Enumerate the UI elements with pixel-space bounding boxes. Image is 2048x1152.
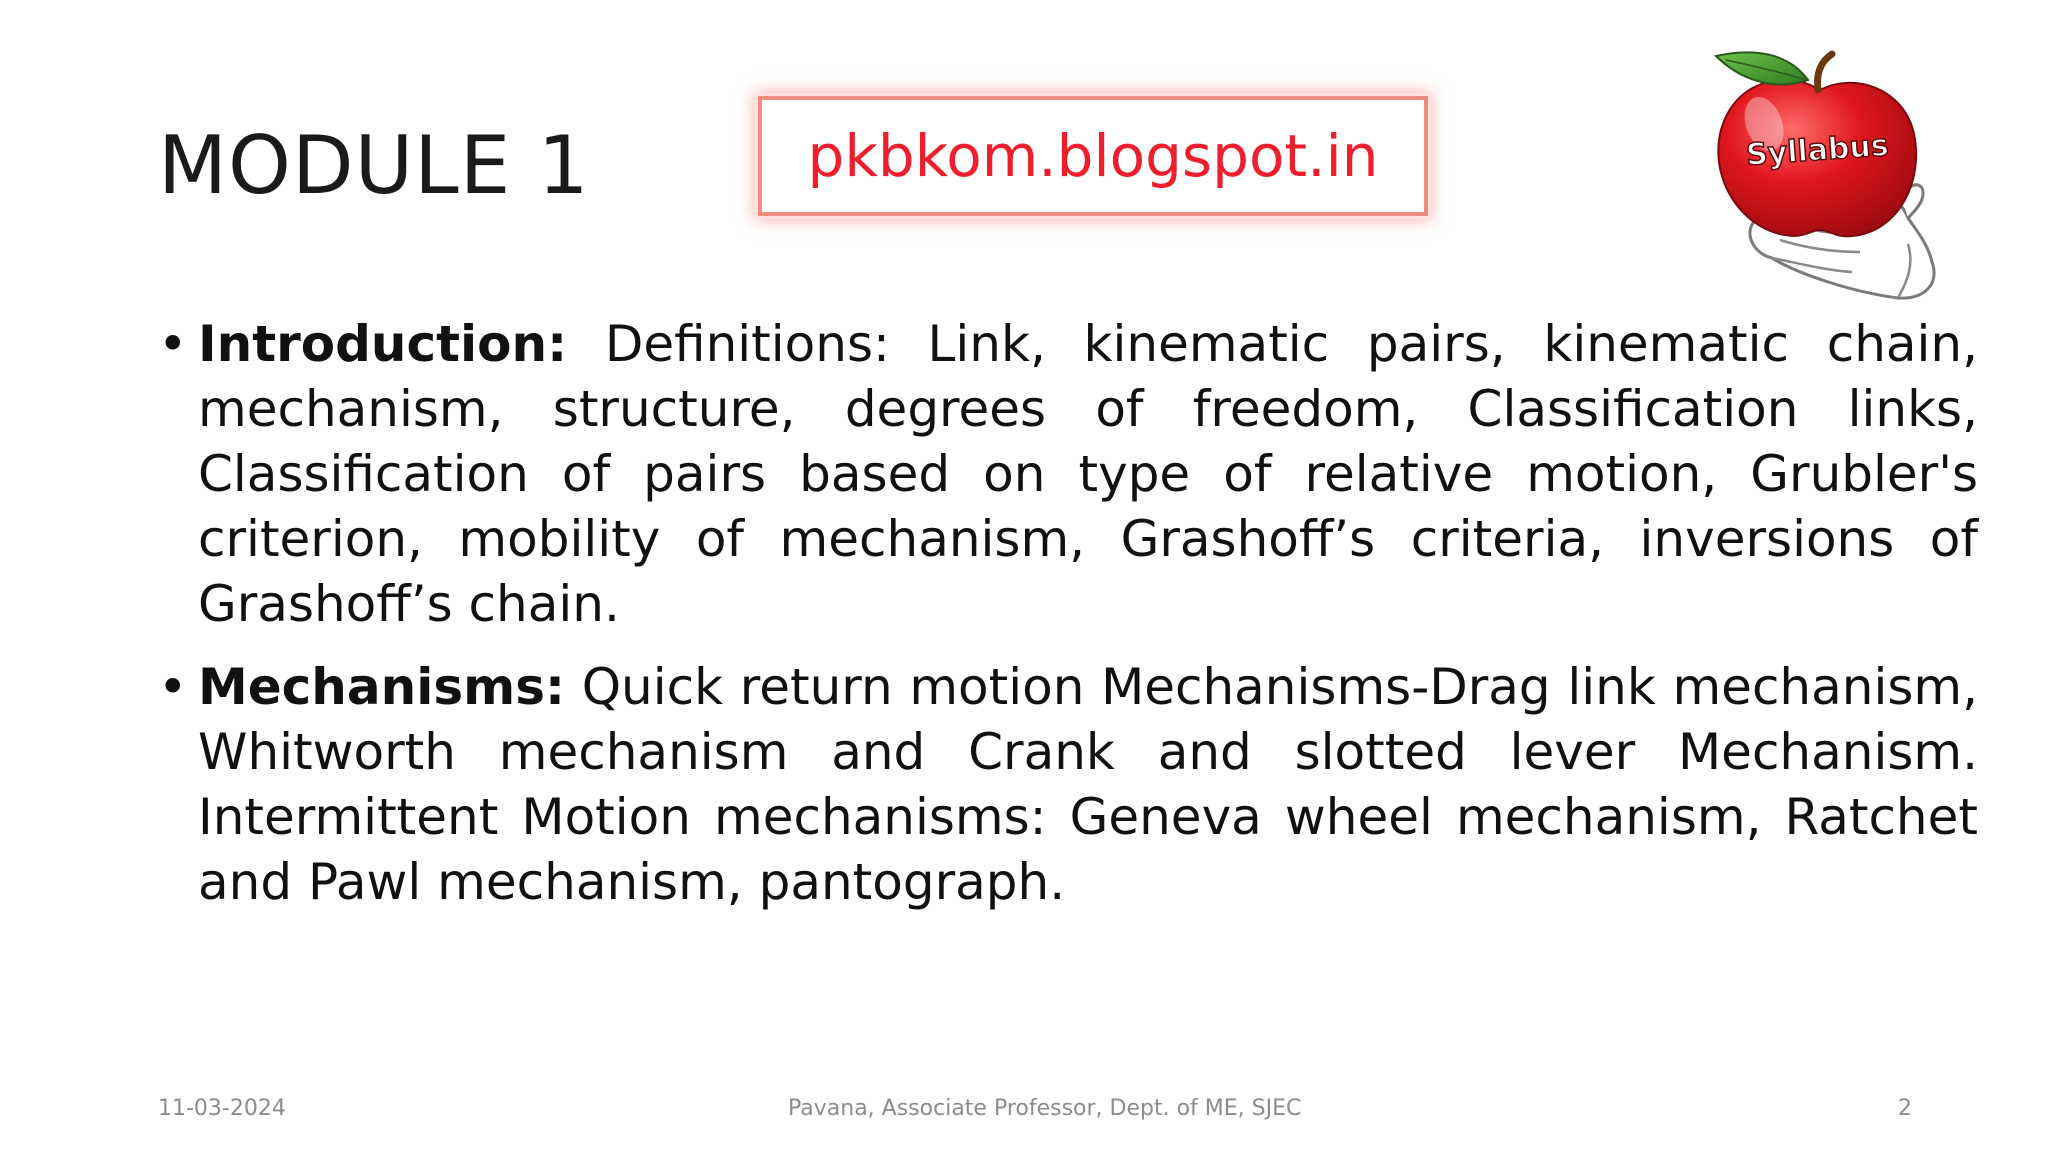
bullet-marker: • xyxy=(158,315,188,373)
syllabus-logo-text: Syllabus xyxy=(1744,128,1890,173)
footer-page-number: 2 xyxy=(1898,1096,1912,1121)
topic-introduction xyxy=(158,312,1978,637)
syllabus-apple-logo xyxy=(1702,48,1942,304)
footer-date: 11-03-2024 xyxy=(158,1096,286,1121)
module-topics-list xyxy=(158,312,1978,933)
blog-url-text: pkbkom.blogspot.in xyxy=(807,122,1379,190)
topic-heading: Mechanisms: xyxy=(198,658,565,716)
topic-text: Quick return motion Mechanisms-Drag link mechanism, Whitworth mechanism and Crank and slotted lever Mechanism. Intermittent Motion mechanisms: Geneva wheel mechanism, Ratchet and Pawl mechanism, pantograph. xyxy=(198,658,1978,911)
footer-author: Pavana, Associate Professor, Dept. of ME, SJEC xyxy=(788,1096,1302,1121)
slide-title: MODULE 1 xyxy=(158,119,590,212)
topic-heading: Introduction: xyxy=(198,315,568,373)
bullet-marker: • xyxy=(158,658,188,716)
blog-url-banner xyxy=(758,96,1428,216)
topic-text: Definitions: Link, kinematic pairs, kinematic chain, mechanism, structure, degrees of freedom, Classification links, Classification of pairs based on type of relative motion, Grubler's criterion, mobility of mechanism, Grashoff’s criteria, inversions of Grashoff’s chain. xyxy=(198,315,1978,633)
topic-mechanisms xyxy=(158,655,1978,915)
